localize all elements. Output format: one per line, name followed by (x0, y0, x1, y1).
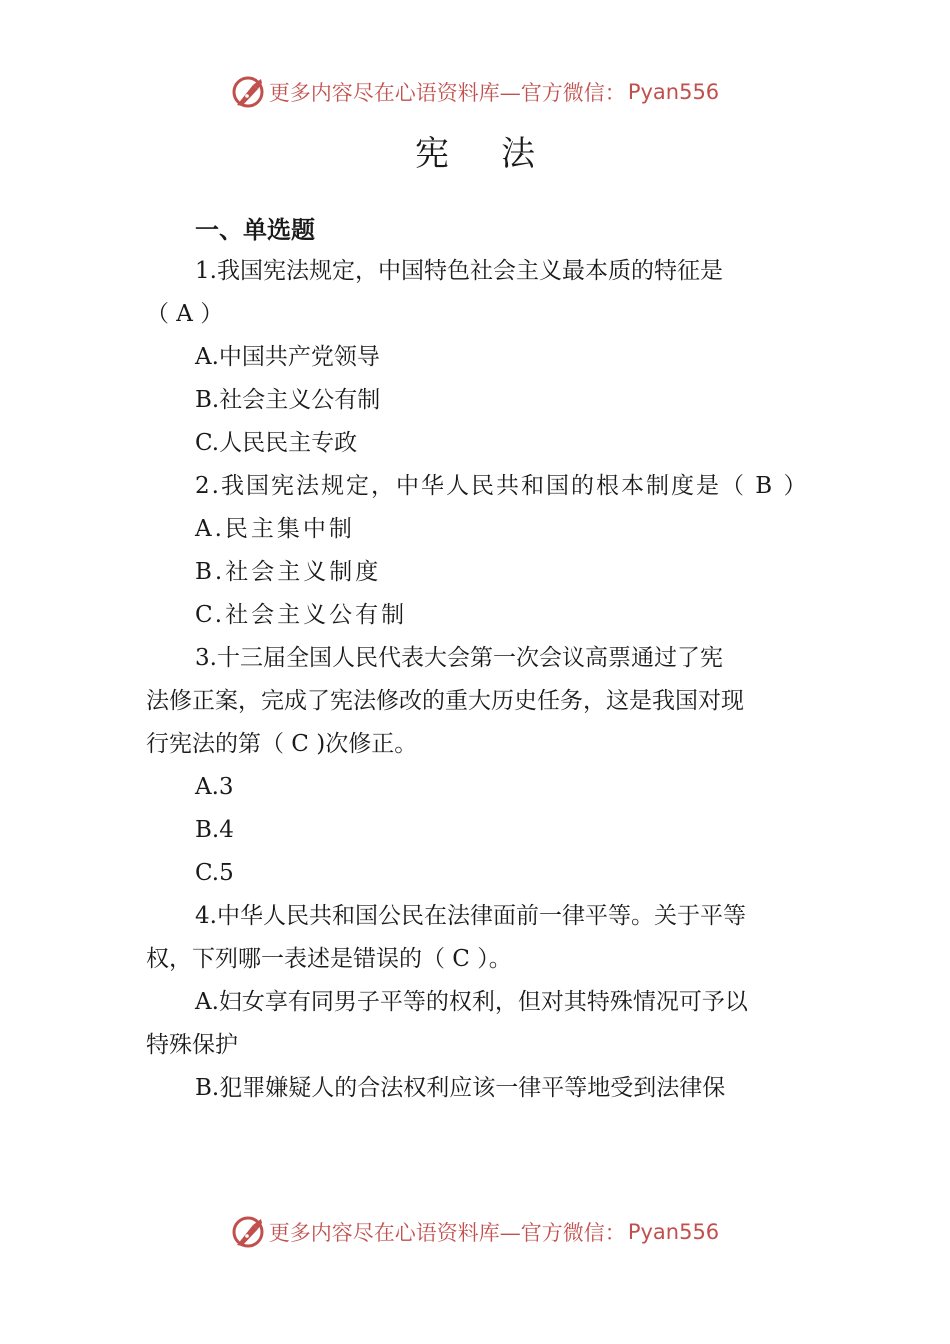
question-3-option-a: A.3 (195, 774, 234, 800)
question-4-option-b-line-1: B.犯罪嫌疑人的合法权利应该一律平等地受到法律保 (195, 1075, 726, 1101)
banner-text: 更多内容尽在心语资料库—官方微信： (268, 81, 626, 105)
question-1-line-2: （ A ） (146, 301, 224, 327)
question-2-option-c: C.社会主义公有制 (195, 602, 408, 628)
banner-text: 更多内容尽在心语资料库—官方微信： (268, 1221, 626, 1245)
footer-banner (0, 1212, 950, 1252)
question-3-option-c: C.5 (195, 860, 234, 886)
question-2-option-b: B.社会主义制度 (195, 559, 382, 585)
question-3-option-b: B.4 (195, 817, 234, 843)
question-4-option-a-line-1: A.妇女享有同男子平等的权利，但对其特殊情况可予以 (195, 989, 748, 1015)
question-1-line-1: 1.我国宪法规定，中国特色社会主义最本质的特征是 (195, 258, 723, 284)
wechat-id: Pyan556 (627, 80, 720, 104)
pen-nib-logo-icon (231, 75, 265, 109)
wechat-id: Pyan556 (627, 1220, 720, 1244)
section-heading: 一、单选题 (195, 216, 315, 244)
question-3-line-1: 3.十三届全国人民代表大会第一次会议高票通过了宪 (195, 645, 723, 671)
question-1-option-a: A.中国共产党领导 (195, 344, 380, 370)
document-title: 宪法 (415, 134, 587, 174)
header-banner (0, 72, 950, 112)
question-3-line-2: 法修正案，完成了宪法修改的重大历史任务，这是我国对现 (146, 688, 744, 714)
question-2-option-a: A.民主集中制 (195, 516, 355, 542)
pen-nib-logo-icon (231, 1215, 265, 1249)
question-4-option-a-line-2: 特殊保护 (146, 1032, 238, 1058)
question-4-line-2: 权，下列哪一表述是错误的（ C ）。 (146, 946, 512, 972)
document-body (146, 250, 814, 1110)
question-1-option-c: C.人民民主专政 (195, 430, 358, 456)
question-3-line-3: 行宪法的第（ C )次修正。 (146, 731, 418, 757)
question-2-line-1: 2.我国宪法规定，中华人民共和国的根本制度是（ B ） (195, 473, 809, 499)
question-4-line-1: 4.中华人民共和国公民在法律面前一律平等。关于平等 (195, 903, 746, 929)
question-1-option-b: B.社会主义公有制 (195, 387, 381, 413)
